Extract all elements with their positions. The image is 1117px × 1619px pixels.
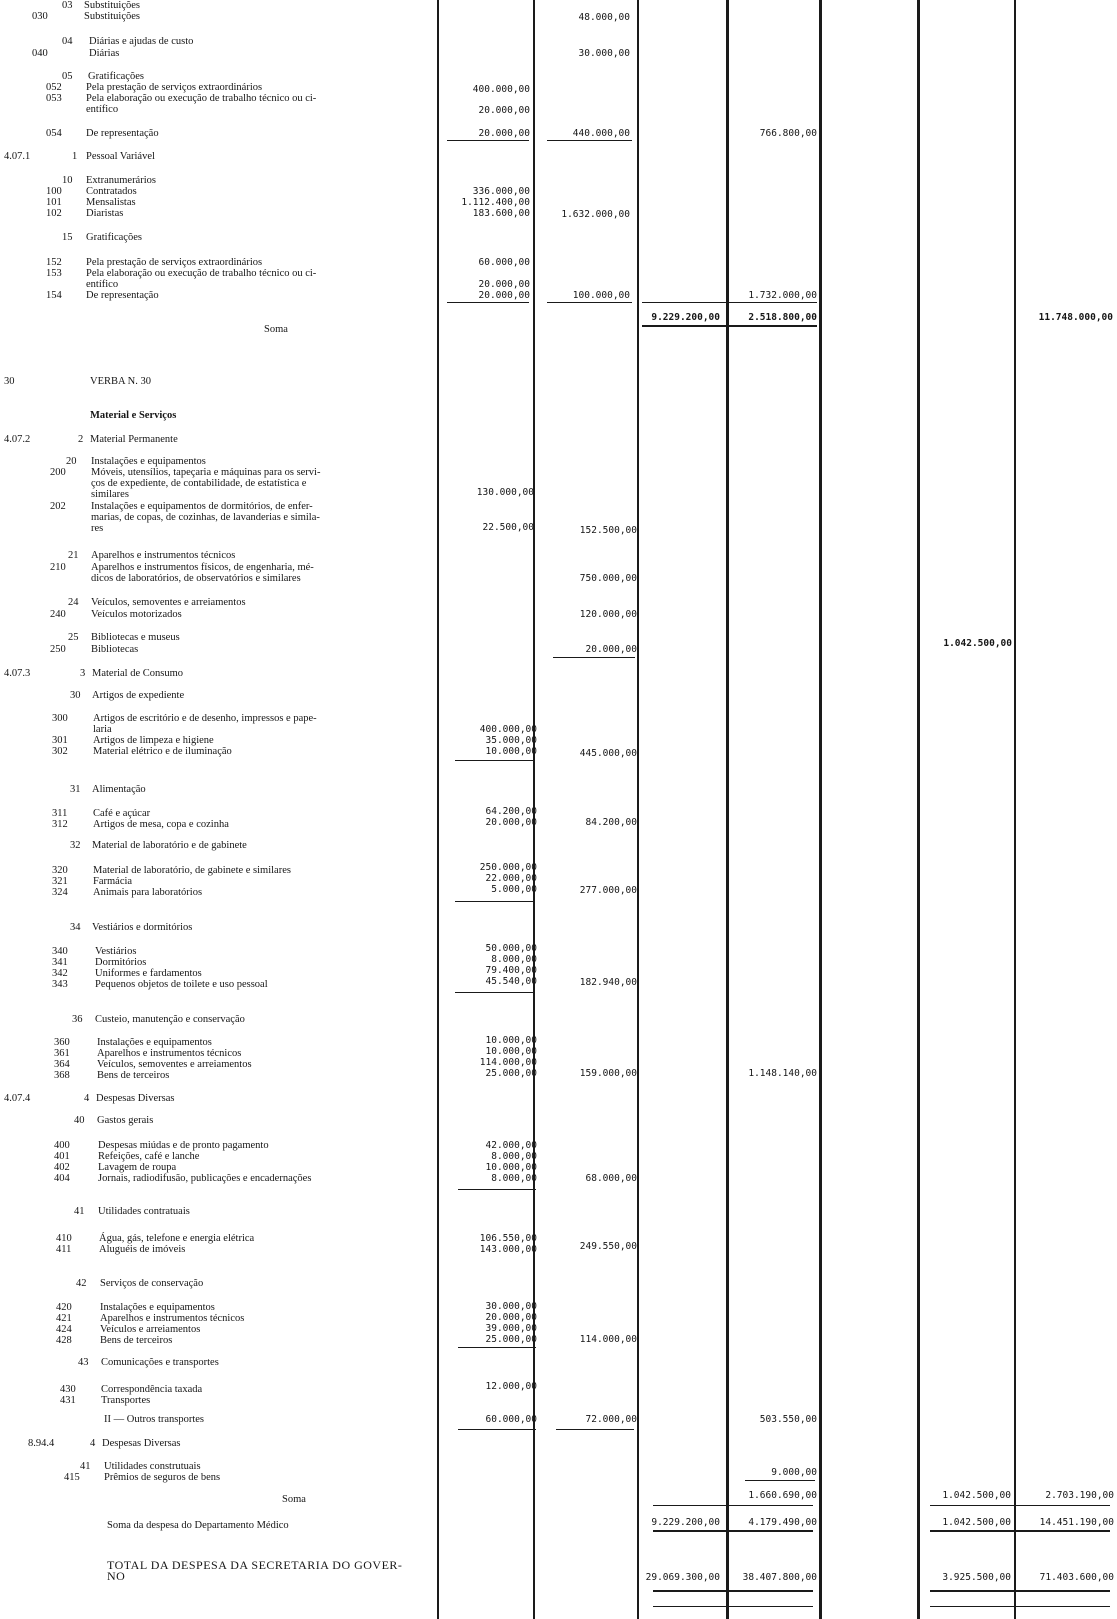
item-label: Mensalistas: [86, 197, 136, 208]
group-code: 1: [72, 151, 78, 162]
item-label-cont: dicos de laboratórios, de observatórios e similares: [91, 573, 301, 584]
section-label: Gratificações: [86, 232, 142, 243]
group-label: Material Permanente: [90, 434, 178, 445]
group-total: 503.550,00: [759, 1414, 817, 1425]
item-value: 5.000,00: [491, 884, 537, 895]
section-label: Comunicações e transportes: [101, 1357, 219, 1368]
item-label: II — Outros transportes: [104, 1414, 205, 1425]
item-label: Aparelhos e instrumentos físicos, de engenharia, mé-: [91, 562, 314, 573]
group-code: 3: [80, 668, 86, 679]
item-label: Transportes: [101, 1395, 151, 1406]
section-label: Utilidades construtuais: [104, 1461, 201, 1472]
item-value: 20.000,00: [478, 105, 530, 116]
item-code: 428: [56, 1335, 72, 1346]
item-label: Pequenos objetos de toilete e uso pessoal: [95, 979, 268, 990]
item-label-cont: entífico: [86, 104, 119, 115]
item-code: 030: [32, 11, 48, 22]
rule: [458, 1347, 536, 1348]
group-code: 4: [84, 1093, 90, 1104]
item-value: 12.000,00: [485, 1381, 537, 1392]
rule: [455, 992, 533, 993]
rule: [930, 1530, 1110, 1532]
section-code: 15: [62, 232, 73, 243]
heading: Material e Serviços: [90, 410, 177, 421]
item-label: Animais para laboratórios: [93, 887, 203, 898]
rule: [556, 1429, 634, 1430]
item-code: 302: [52, 746, 68, 757]
item-value: 22.000,00: [485, 873, 537, 884]
item-label: Aluguéis de imóveis: [99, 1244, 186, 1255]
column-rule: [1014, 0, 1016, 1619]
section-code: 43: [78, 1357, 89, 1368]
column-rule: [437, 0, 439, 1619]
item-value: 30.000,00: [485, 1301, 537, 1312]
item-label: Pela prestação de serviços extraordinários: [86, 82, 263, 93]
section-label: Substituições: [84, 0, 141, 11]
section-code: 05: [62, 71, 73, 82]
item-value: 20.000,00: [478, 279, 530, 290]
soma-value: 2.518.800,00: [748, 312, 817, 323]
item-value: 183.600,00: [472, 208, 530, 219]
rule: [455, 760, 533, 761]
total-label-cont: NO: [107, 1569, 126, 1583]
item-label: Pela elaboração ou execução de trabalho técnico ou ci-: [86, 268, 317, 279]
item-value: 8.000,00: [491, 1173, 537, 1184]
item-code: 200: [50, 467, 66, 478]
item-label: Lavagem de roupa: [98, 1162, 177, 1173]
subtotal: 1.632.000,00: [561, 209, 630, 220]
item-code: 210: [50, 562, 66, 573]
ref-code: 4.07.2: [4, 434, 31, 445]
item-label: Jornais, radiodifusão, publicações e encadernações: [98, 1173, 312, 1184]
section-code: 40: [74, 1115, 85, 1126]
ref-code: 4.07.4: [4, 1093, 31, 1104]
item-label: Material elétrico e de iluminação: [93, 746, 232, 757]
subtotal: 72.000,00: [585, 1414, 637, 1425]
soma-value: 1.660.690,00: [748, 1490, 817, 1501]
subtotal: 445.000,00: [579, 748, 637, 759]
item-label: Artigos de escritório e de desenho, impressos e pape-: [93, 713, 317, 724]
item-label: Bibliotecas: [91, 644, 139, 655]
item-code: 301: [52, 735, 68, 746]
column-rule: [819, 0, 822, 1619]
subtotal: 277.000,00: [579, 885, 637, 896]
rule: [447, 140, 529, 141]
section-code: 04: [62, 36, 73, 47]
rule: [642, 325, 817, 327]
item-value: 20.000,00: [478, 128, 530, 139]
section-label: Serviços de conservação: [100, 1278, 204, 1289]
item-code: 240: [50, 609, 66, 620]
section-code: 20: [66, 456, 77, 467]
rule: [553, 657, 635, 658]
rule: [930, 1505, 1110, 1506]
verba-number: 30: [4, 376, 15, 387]
section-code: 31: [70, 784, 81, 795]
total-value: 71.403.600,00: [1039, 1572, 1114, 1583]
soma-value: 11.748.000,00: [1038, 312, 1113, 323]
item-label-cont: ços de expediente, de contabilidade, de estatística e: [91, 478, 307, 489]
item-label: Contratados: [86, 186, 137, 197]
rule: [547, 302, 632, 303]
section-label: Diárias e ajudas de custo: [89, 36, 194, 47]
item-code: 321: [52, 876, 68, 887]
rule: [653, 1530, 813, 1532]
item-label: Móveis, utensílios, tapeçaria e máquinas para os servi-: [91, 467, 321, 478]
item-label: Correspondência taxada: [101, 1384, 203, 1395]
item-value: 60.000,00: [478, 257, 530, 268]
item-value: 79.400,00: [485, 965, 537, 976]
item-label: Prêmios de seguros de bens: [104, 1472, 221, 1483]
item-value: 30.000,00: [578, 48, 630, 59]
item-code: 324: [52, 887, 68, 898]
item-label: Diárias: [89, 48, 120, 59]
column-rule: [637, 0, 639, 1619]
item-value: 45.540,00: [485, 976, 537, 987]
item-code: 341: [52, 957, 68, 968]
item-code: 343: [52, 979, 68, 990]
item-value: 64.200,00: [485, 806, 537, 817]
rule: [547, 140, 632, 141]
item-label: Pela prestação de serviços extraordinários: [86, 257, 263, 268]
item-value: 20.000,00: [485, 1312, 537, 1323]
item-label: Água, gás, telefone e energia elétrica: [99, 1233, 255, 1244]
rule: [447, 302, 529, 303]
item-value: 143.000,00: [479, 1244, 537, 1255]
item-value: 42.000,00: [485, 1140, 537, 1151]
group-label: Pessoal Variável: [86, 151, 155, 162]
item-label-cont: marias, de copas, de cozinhas, de lavanderias e simila-: [91, 512, 320, 523]
item-label: Pela elaboração ou execução de trabalho técnico ou ci-: [86, 93, 317, 104]
item-code: 040: [32, 48, 48, 59]
item-code: 202: [50, 501, 66, 512]
item-label-cont: similares: [91, 489, 129, 500]
soma-value: 9.229.200,00: [651, 312, 720, 323]
subtotal: 182.940,00: [579, 977, 637, 988]
item-code: 421: [56, 1313, 72, 1324]
section-code: 30: [70, 690, 81, 701]
total-value: 29.069.300,00: [645, 1572, 720, 1583]
rule: [458, 1189, 536, 1190]
section-code: 24: [68, 597, 79, 608]
item-value: 50.000,00: [485, 943, 537, 954]
soma-label: Soma: [264, 324, 288, 335]
soma-value: 4.179.490,00: [748, 1517, 817, 1528]
ref-code: 8.94.4: [28, 1438, 55, 1449]
subtotal: 159.000,00: [579, 1068, 637, 1079]
item-value: 106.550,00: [479, 1233, 537, 1244]
item-label: Veículos e arreiamentos: [100, 1324, 201, 1335]
soma-value: 1.042.500,00: [942, 1490, 1011, 1501]
group-code: 2: [78, 434, 84, 445]
group-total: 1.042.500,00: [943, 638, 1012, 649]
item-code: 430: [60, 1384, 76, 1395]
section-label: Extranumerários: [86, 175, 156, 186]
item-code: 152: [46, 257, 62, 268]
item-value: 20.000,00: [478, 290, 530, 301]
column-rule: [726, 0, 729, 1619]
item-value: 1.112.400,00: [461, 197, 530, 208]
item-value: 336.000,00: [472, 186, 530, 197]
soma-label: Soma da despesa do Departamento Médico: [107, 1520, 289, 1531]
soma-label: Soma: [282, 1494, 306, 1505]
subtotal: 100.000,00: [572, 290, 630, 301]
item-value: 130.000,00: [476, 487, 534, 498]
item-code: 360: [54, 1037, 70, 1048]
item-code: 101: [46, 197, 62, 208]
rule: [653, 1505, 813, 1506]
item-label-cont: laria: [93, 724, 112, 735]
section-code: 36: [72, 1014, 83, 1025]
item-code: 100: [46, 186, 62, 197]
item-label: Farmácia: [93, 876, 133, 887]
item-value: 8.000,00: [491, 1151, 537, 1162]
total-value: 3.925.500,00: [942, 1572, 1011, 1583]
section-label: Vestiários e dormitórios: [92, 922, 193, 933]
soma-value: 9.229.200,00: [651, 1517, 720, 1528]
item-label: Veículos, semoventes e arreiamentos: [97, 1059, 252, 1070]
section-label: Utilidades contratuais: [98, 1206, 190, 1217]
section-label: Veículos, semoventes e arreiamentos: [91, 597, 246, 608]
total-value: 38.407.800,00: [742, 1572, 817, 1583]
item-code: 342: [52, 968, 68, 979]
section-code: 10: [62, 175, 73, 186]
section-label: Instalações e equipamentos: [91, 456, 206, 467]
soma-value: 1.042.500,00: [942, 1517, 1011, 1528]
subtotal: 440.000,00: [572, 128, 630, 139]
subtotal: 84.200,00: [585, 817, 637, 828]
section-code: 34: [70, 922, 81, 933]
group-label: Despesas Diversas: [96, 1093, 175, 1104]
item-code: 401: [54, 1151, 70, 1162]
item-code: 054: [46, 128, 62, 139]
section-code: 32: [70, 840, 81, 851]
rule: [653, 1590, 813, 1592]
section-label: Aparelhos e instrumentos técnicos: [91, 550, 236, 561]
ref-code: 4.07.1: [4, 151, 31, 162]
item-value: 250.000,00: [479, 862, 537, 873]
item-code: 402: [54, 1162, 70, 1173]
subtotal: 750.000,00: [579, 573, 637, 584]
item-label: Despesas miúdas e de pronto pagamento: [98, 1140, 269, 1151]
ref-code: 4.07.3: [4, 668, 31, 679]
section-label: Alimentação: [92, 784, 146, 795]
item-code: 153: [46, 268, 62, 279]
item-label: Veículos motorizados: [91, 609, 182, 620]
item-label: Vestiários: [95, 946, 137, 957]
section-code: 03: [62, 0, 73, 11]
item-value: 39.000,00: [485, 1323, 537, 1334]
section-label: Gastos gerais: [97, 1115, 154, 1126]
column-rule: [917, 0, 920, 1619]
item-code: 410: [56, 1233, 72, 1244]
item-label: Material de laboratório, de gabinete e similares: [93, 865, 291, 876]
item-code: 300: [52, 713, 68, 724]
item-label: Instalações e equipamentos: [100, 1302, 215, 1313]
item-label: Artigos de mesa, copa e cozinha: [93, 819, 229, 830]
total-label: TOTAL DA DESPESA DA SECRETARIA DO GOVER-: [107, 1558, 403, 1572]
item-label-cont: entífico: [86, 279, 119, 290]
item-code: 404: [54, 1173, 70, 1184]
rule: [458, 1429, 536, 1430]
subtotal: 120.000,00: [579, 609, 637, 620]
item-label: Substituições: [84, 11, 141, 22]
item-code: 368: [54, 1070, 70, 1081]
item-code: 411: [56, 1244, 72, 1255]
soma-value: 2.703.190,00: [1045, 1490, 1114, 1501]
group-total: 9.000,00: [771, 1467, 817, 1478]
item-code: 053: [46, 93, 62, 104]
item-label: De representação: [86, 128, 159, 139]
rule: [930, 1606, 1110, 1607]
item-label: Bens de terceiros: [97, 1070, 170, 1081]
item-label: De representação: [86, 290, 159, 301]
rule: [455, 901, 533, 902]
item-label: Diaristas: [86, 208, 124, 219]
rule: [930, 1590, 1110, 1592]
section-code: 25: [68, 632, 79, 643]
item-value: 400.000,00: [472, 84, 530, 95]
section-label: Custeio, manutenção e conservação: [95, 1014, 245, 1025]
rule: [653, 1606, 813, 1607]
group-code: 4: [90, 1438, 96, 1449]
item-code: 400: [54, 1140, 70, 1151]
group-total: 1.148.140,00: [748, 1068, 817, 1079]
subtotal: 249.550,00: [579, 1241, 637, 1252]
group-label: Despesas Diversas: [102, 1438, 181, 1449]
item-value: 10.000,00: [485, 1046, 537, 1057]
section-code: 41: [74, 1206, 85, 1217]
subtotal: 152.500,00: [579, 525, 637, 536]
section-label: Bibliotecas e museus: [91, 632, 180, 643]
item-code: 312: [52, 819, 68, 830]
item-code: 424: [56, 1324, 72, 1335]
item-value: 25.000,00: [485, 1334, 537, 1345]
item-code: 250: [50, 644, 66, 655]
soma-value: 14.451.190,00: [1039, 1517, 1114, 1528]
item-code: 364: [54, 1059, 70, 1070]
item-value: 10.000,00: [485, 746, 537, 757]
item-value: 10.000,00: [485, 1162, 537, 1173]
item-code: 415: [64, 1472, 80, 1483]
section-code: 42: [76, 1278, 87, 1289]
item-value: 48.000,00: [578, 12, 630, 23]
item-code: 431: [60, 1395, 76, 1406]
rule: [642, 302, 817, 303]
section-label: Artigos de expediente: [92, 690, 185, 701]
item-value: 35.000,00: [485, 735, 537, 746]
item-label: Aparelhos e instrumentos técnicos: [100, 1313, 245, 1324]
item-value: 60.000,00: [485, 1414, 537, 1425]
group-total: 1.732.000,00: [748, 290, 817, 301]
item-value: 10.000,00: [485, 1035, 537, 1046]
item-value: 20.000,00: [485, 817, 537, 828]
section-code: 41: [80, 1461, 91, 1472]
item-label-cont: res: [91, 523, 104, 534]
group-total: 766.800,00: [759, 128, 817, 139]
item-label: Artigos de limpeza e higiene: [93, 735, 214, 746]
item-label: Uniformes e fardamentos: [95, 968, 202, 979]
section-label: Gratificações: [88, 71, 144, 82]
item-code: 340: [52, 946, 68, 957]
item-label: Aparelhos e instrumentos técnicos: [97, 1048, 242, 1059]
item-label: Instalações e equipamentos: [97, 1037, 212, 1048]
item-value: 8.000,00: [491, 954, 537, 965]
subtotal: 20.000,00: [585, 644, 637, 655]
verba-label: VERBA N. 30: [90, 376, 151, 387]
item-label: Bens de terceiros: [100, 1335, 173, 1346]
item-code: 154: [46, 290, 62, 301]
item-code: 052: [46, 82, 62, 93]
item-value: 22.500,00: [482, 522, 534, 533]
item-code: 311: [52, 808, 68, 819]
group-label: Material de Consumo: [92, 668, 183, 679]
item-code: 361: [54, 1048, 70, 1059]
item-label: Café e açúcar: [93, 808, 151, 819]
item-label: Refeições, café e lanche: [98, 1151, 200, 1162]
item-code: 102: [46, 208, 62, 219]
section-label: Material de laboratório e de gabinete: [92, 840, 247, 851]
item-value: 114.000,00: [479, 1057, 537, 1068]
subtotal: 114.000,00: [579, 1334, 637, 1345]
rule: [745, 1480, 815, 1481]
item-value: 25.000,00: [485, 1068, 537, 1079]
subtotal: 68.000,00: [585, 1173, 637, 1184]
item-value: 400.000,00: [479, 724, 537, 735]
item-label: Instalações e equipamentos de dormitórios, de enfer-: [91, 501, 313, 512]
item-label: Dormitórios: [95, 957, 147, 968]
item-code: 320: [52, 865, 68, 876]
section-code: 21: [68, 550, 79, 561]
item-code: 420: [56, 1302, 72, 1313]
